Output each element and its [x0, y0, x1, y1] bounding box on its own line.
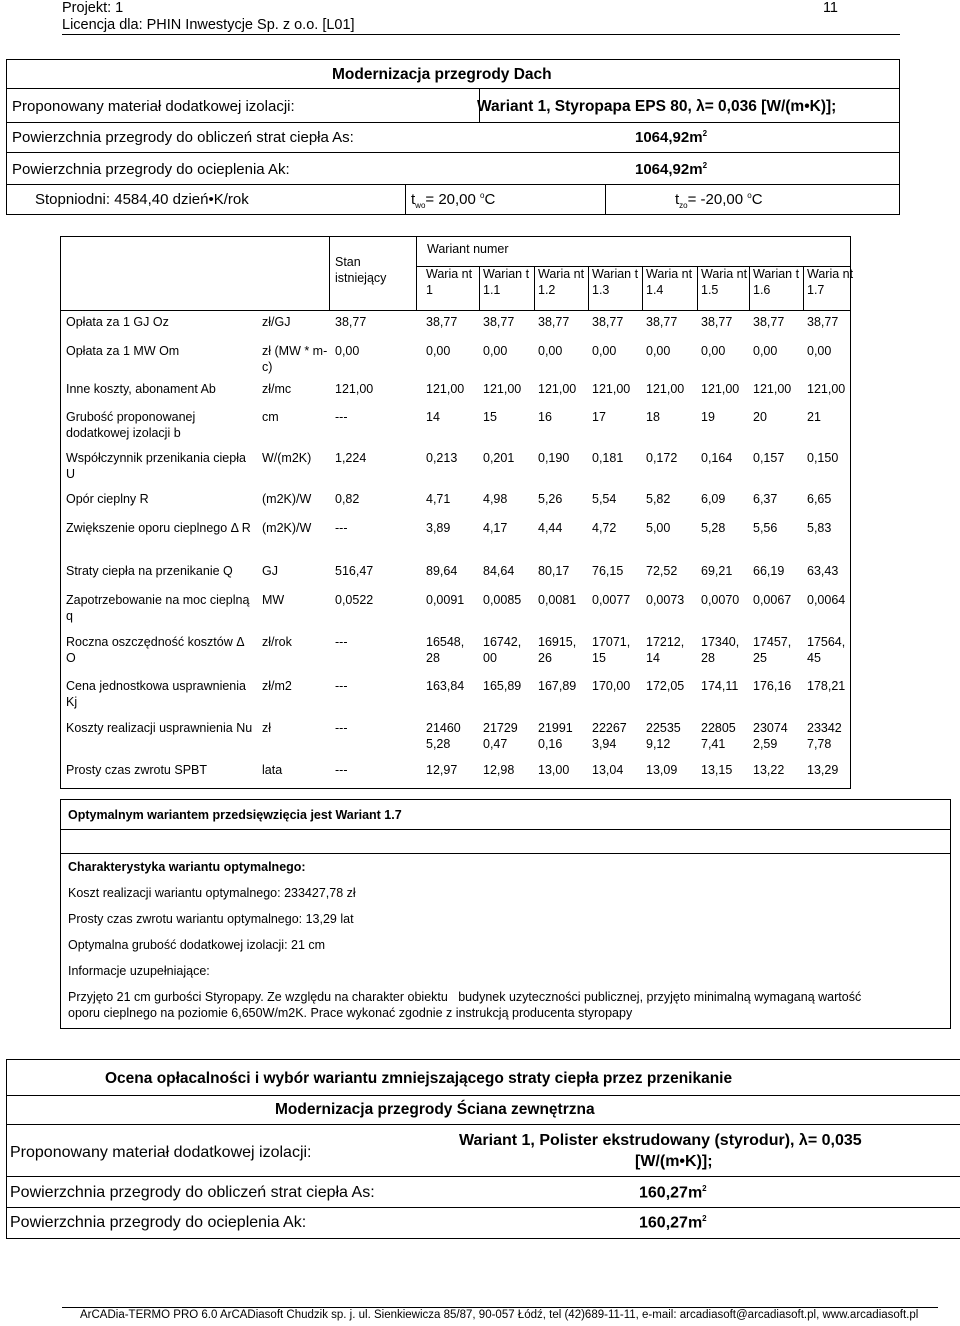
row-label: Inne koszty, abonament Ab: [66, 382, 216, 396]
row-variant-value: 12,97: [426, 763, 458, 777]
row-variant-value: 38,77: [592, 315, 624, 329]
row-variant-value: 6,65: [807, 492, 832, 506]
row-variant-value: 121,00: [701, 382, 740, 396]
row-variant-value: 5,54: [592, 492, 617, 506]
row-variant-value: 0,213: [426, 451, 458, 465]
row-variant-value: 38,77: [646, 315, 678, 329]
row-variant-value: 16742, 00: [483, 635, 522, 665]
row-variant-value: 121,00: [646, 382, 685, 396]
row-variant-value: 17: [592, 410, 606, 424]
row-variant-value: 165,89: [483, 679, 522, 693]
row-variant-value: 38,77: [807, 315, 839, 329]
row-variant-value: 121,00: [538, 382, 577, 396]
row-label: Grubość proponowanej dodatkowej izolacji b: [66, 410, 196, 440]
row-stan-value: 0,82: [335, 492, 360, 506]
row-variant-value: 4,72: [592, 521, 617, 535]
row-variant-value: 13,00: [538, 763, 570, 777]
row-variant-value: 0,0085: [483, 593, 522, 607]
row-label: Roczna oszczędność kosztów Δ O: [66, 635, 244, 665]
row-variant-value: 13,09: [646, 763, 678, 777]
row-unit: zł (MW * m-c): [262, 344, 328, 374]
row-variant-value: 0,181: [592, 451, 624, 465]
row-variant-value: 5,83: [807, 521, 832, 535]
row-variant-value: 38,77: [426, 315, 458, 329]
sciana-material-value-1: Wariant 1, Polister ekstrudowany (styrodur), λ= 0,035: [459, 1132, 862, 1149]
row-stan-value: 121,00: [335, 382, 374, 396]
row-variant-value: 69,21: [701, 564, 733, 578]
row-label: Opłata za 1 GJ Oz: [66, 315, 169, 329]
footer-divider: [62, 1307, 938, 1308]
row-variant-value: 66,19: [753, 564, 785, 578]
row-variant-value: 0,0070: [701, 593, 740, 607]
row-variant-value: 5,56: [753, 521, 778, 535]
row-label: Koszty realizacji usprawnienia Nu: [66, 721, 253, 735]
row-variant-value: 17212, 14: [646, 635, 685, 665]
row-unit: zł/mc: [262, 382, 292, 396]
dach-as-value: $1064,92m^2$: [635, 129, 708, 146]
sciana-as-label: Powierzchnia przegrody do obliczeń strat ciepła As:: [10, 1184, 375, 1201]
info-title: Informacje uzupełniające:: [68, 964, 210, 978]
variant-label-3: Warian t 1.3: [592, 267, 639, 297]
row-variant-value: 0,172: [646, 451, 678, 465]
row-variant-value: 5,28: [701, 521, 726, 535]
row-variant-value: 17071, 15: [592, 635, 631, 665]
row-variant-value: 0,00: [483, 344, 508, 358]
variant-label-6: Warian t 1.6: [753, 267, 800, 297]
row-variant-value: 13,15: [701, 763, 733, 777]
optimal-cost: Koszt realizacji wariantu optymalnego: 233427,78 zł: [68, 886, 356, 900]
row-label: Prosty czas zwrotu SPBT: [66, 763, 208, 777]
row-label: Opór cieplny R: [66, 492, 149, 506]
row-variant-value: 21460 5,28: [426, 721, 461, 751]
row-variant-value: 0,157: [753, 451, 785, 465]
row-variant-value: 4,71: [426, 492, 451, 506]
row-stan-value: 1,224: [335, 451, 367, 465]
row-variant-value: 22805 7,41: [701, 721, 736, 751]
row-unit: GJ: [262, 564, 278, 578]
row-variant-value: 0,190: [538, 451, 570, 465]
row-variant-value: 38,77: [483, 315, 515, 329]
sciana-as-value: $160,27m^2$: [639, 1184, 707, 1202]
row-variant-value: 21729 0,47: [483, 721, 518, 751]
row-variant-value: 16915, 26: [538, 635, 577, 665]
row-variant-value: 18: [646, 410, 660, 424]
variant-label-1: Warian t 1.1: [483, 267, 530, 297]
row-variant-value: 13,29: [807, 763, 839, 777]
row-variant-value: 13,22: [753, 763, 785, 777]
row-variant-value: 178,21: [807, 679, 846, 693]
row-variant-value: 20: [753, 410, 767, 424]
footer-text: ArCADia-TERMO PRO 6.0 ArCADiasoft Chudzik sp. j. ul. Sienkiewicza 85/87, 90-057 Łódź, tel (42)689-11-11, e-mail: arcadiasoft@arcadiasoft.pl, www.arcadiasoft.pl: [80, 1309, 919, 1321]
project-label: Projekt: 1: [62, 0, 124, 16]
row-variant-value: 121,00: [483, 382, 522, 396]
dach-summary-box: [6, 59, 900, 215]
row-unit: zł/m2: [262, 679, 292, 693]
row-variant-value: 0,00: [646, 344, 671, 358]
row-variant-value: 14: [426, 410, 440, 424]
row-variant-value: 170,00: [592, 679, 631, 693]
optimal-variant: Optymalnym wariantem przedsięwzięcia jest Wariant 1.7: [68, 808, 402, 822]
row-variant-value: 6,09: [701, 492, 726, 506]
variant-label-2: Waria nt 1.2: [538, 267, 585, 297]
sciana-main-title: Ocena opłacalności i wybór wariantu zmniejszającego straty ciepła przez przenikanie: [105, 1070, 733, 1087]
row-variant-value: 84,64: [483, 564, 515, 578]
row-variant-value: 19: [701, 410, 715, 424]
dach-ak-label: Powierzchnia przegrody do ocieplenia Ak:: [12, 161, 290, 178]
row-variant-value: 0,00: [701, 344, 726, 358]
optimal-spbt: Prosty czas zwrotu wariantu optymalnego: 13,29 lat: [68, 912, 354, 926]
row-stan-value: ---: [335, 763, 348, 777]
row-variant-value: 121,00: [753, 382, 792, 396]
row-unit: zł/GJ: [262, 315, 291, 329]
license-label: Licencja dla: PHIN Inwestycje Sp. z o.o. [L01]: [62, 17, 355, 33]
variants-table: [60, 236, 854, 789]
row-variant-value: 38,77: [538, 315, 570, 329]
row-variant-value: 63,43: [807, 564, 839, 578]
row-variant-value: 121,00: [592, 382, 631, 396]
row-variant-value: 0,0067: [753, 593, 792, 607]
row-variant-value: 0,0091: [426, 593, 465, 607]
row-variant-value: 23342 7,78: [807, 721, 842, 751]
variant-header: Wariant numer: [427, 242, 509, 256]
row-variant-value: 4,98: [483, 492, 508, 506]
row-variant-value: 0,00: [592, 344, 617, 358]
row-variant-value: 0,00: [753, 344, 778, 358]
dach-stopniodni: Stopniodni: 4584,40 dzień•K/rok: [35, 191, 249, 208]
row-variant-value: 72,52: [646, 564, 678, 578]
sciana-material-value-2: [W/(m•K)];: [635, 1153, 713, 1170]
row-variant-value: 17564, 45: [807, 635, 846, 665]
row-unit: zł: [262, 721, 272, 735]
row-variant-value: 80,17: [538, 564, 570, 578]
row-variant-value: 176,16: [753, 679, 792, 693]
row-variant-value: 13,04: [592, 763, 624, 777]
char-title: Charakterystyka wariantu optymalnego:: [68, 860, 306, 874]
dach-as-label: Powierzchnia przegrody do obliczeń strat ciepła As:: [12, 129, 354, 146]
sciana-ak-value: $160,27m^2$: [639, 1214, 707, 1232]
info-line-2: oporu cieplnego na poziomie 6,650W/m2K. Prace wykonać zgodnie z instrukcją producenta styropapy: [68, 1006, 633, 1020]
row-variant-value: 16: [538, 410, 552, 424]
header-divider: [62, 34, 900, 35]
row-label: Zwiększenie oporu cieplnego Δ R: [66, 521, 251, 535]
row-label: Współczynnik przenikania ciepła U: [66, 451, 246, 481]
dach-material-label: Proponowany materiał dodatkowej izolacji:: [12, 98, 295, 115]
row-unit: lata: [262, 763, 283, 777]
row-label: Zapotrzebowanie na moc cieplną q: [66, 593, 250, 623]
row-stan-value: ---: [335, 721, 348, 735]
row-stan-value: 38,77: [335, 315, 367, 329]
row-variant-value: 17340, 28: [701, 635, 740, 665]
row-variant-value: 21: [807, 410, 821, 424]
row-variant-value: 5,82: [646, 492, 671, 506]
sciana-summary-box: [6, 1059, 960, 1239]
row-label: Cena jednostkowa usprawnienia Kj: [66, 679, 246, 709]
row-unit: cm: [262, 410, 279, 424]
row-unit: MW: [262, 593, 285, 607]
row-variant-value: 21991 0,16: [538, 721, 573, 751]
row-stan-value: ---: [335, 635, 348, 649]
row-stan-value: 516,47: [335, 564, 374, 578]
sciana-ak-label: Powierzchnia przegrody do ocieplenia Ak:: [10, 1214, 307, 1231]
row-stan-value: ---: [335, 679, 348, 693]
row-variant-value: 0,150: [807, 451, 839, 465]
row-variant-value: 167,89: [538, 679, 577, 693]
row-stan-value: 0,00: [335, 344, 360, 358]
dach-twe: $t_{wo}= 20,00$ $^o$C: [411, 191, 496, 210]
row-variant-value: 0,0073: [646, 593, 685, 607]
row-variant-value: 0,0064: [807, 593, 846, 607]
row-variant-value: 4,44: [538, 521, 563, 535]
row-variant-value: 0,00: [538, 344, 563, 358]
row-stan-value: ---: [335, 521, 348, 535]
stan-header: Stan istniejący: [335, 255, 387, 285]
row-variant-value: 0,00: [807, 344, 832, 358]
optimal-summary-box: [60, 799, 951, 1029]
row-variant-value: 38,77: [701, 315, 733, 329]
row-variant-value: 15: [483, 410, 497, 424]
row-variant-value: 23074 2,59: [753, 721, 788, 751]
row-variant-value: 17457, 25: [753, 635, 792, 665]
dach-ak-value: $1064,92m^2$: [635, 161, 708, 178]
row-variant-value: 121,00: [426, 382, 465, 396]
dach-material-value: Wariant 1, Styropapa EPS 80, λ= 0,036 [W/(m•K)];: [477, 98, 837, 115]
row-variant-value: 5,26: [538, 492, 563, 506]
row-variant-value: 172,05: [646, 679, 685, 693]
row-variant-value: 0,201: [483, 451, 515, 465]
row-variant-value: 0,164: [701, 451, 733, 465]
row-unit: W/(m2K): [262, 451, 312, 465]
row-variant-value: 16548, 28: [426, 635, 465, 665]
row-variant-value: 0,00: [426, 344, 451, 358]
row-variant-value: 38,77: [753, 315, 785, 329]
variant-label-4: Waria nt 1.4: [646, 267, 693, 297]
row-variant-value: 22535 9,12: [646, 721, 681, 751]
variant-label-5: Waria nt 1.5: [701, 267, 748, 297]
info-line-1: Przyjęto 21 cm gurbości Styropapy. Ze względu na charakter obiektu budynek uzyteczności publicznej, przyjęto minimalną wymaganą wartość: [68, 990, 862, 1004]
variant-label-7: Waria nt 1.7: [807, 267, 854, 297]
row-variant-value: 163,84: [426, 679, 465, 693]
row-variant-value: 3,89: [426, 521, 451, 535]
variant-label-0: Waria nt 1: [426, 267, 473, 297]
row-variant-value: 4,17: [483, 521, 508, 535]
row-variant-value: 12,98: [483, 763, 515, 777]
row-variant-value: 174,11: [701, 679, 739, 693]
row-stan-value: ---: [335, 410, 348, 424]
optimal-thickness: Optymalna grubość dodatkowej izolacji: 21 cm: [68, 938, 326, 952]
page-number: 11: [822, 0, 838, 16]
row-variant-value: 0,0081: [538, 593, 577, 607]
dach-tzo: $t_{zo}= -20,00$ $^o$C: [675, 191, 763, 210]
row-label: Opłata za 1 MW Om: [66, 344, 180, 358]
row-variant-value: 76,15: [592, 564, 624, 578]
row-unit: (m2K)/W: [262, 492, 312, 506]
row-variant-value: 121,00: [807, 382, 846, 396]
row-variant-value: 5,00: [646, 521, 671, 535]
row-label: Straty ciepła na przenikanie Q: [66, 564, 233, 578]
sciana-title: Modernizacja przegrody Ściana zewnętrzna: [275, 1101, 595, 1118]
row-unit: (m2K)/W: [262, 521, 312, 535]
row-unit: zł/rok: [262, 635, 292, 649]
sciana-material-label: Proponowany materiał dodatkowej izolacji:: [10, 1144, 312, 1161]
row-variant-value: 6,37: [753, 492, 778, 506]
row-variant-value: 22267 3,94: [592, 721, 627, 751]
row-variant-value: 89,64: [426, 564, 458, 578]
row-variant-value: 0,0077: [592, 593, 631, 607]
row-stan-value: 0,0522: [335, 593, 374, 607]
dach-title: Modernizacja przegrody Dach: [332, 66, 552, 83]
